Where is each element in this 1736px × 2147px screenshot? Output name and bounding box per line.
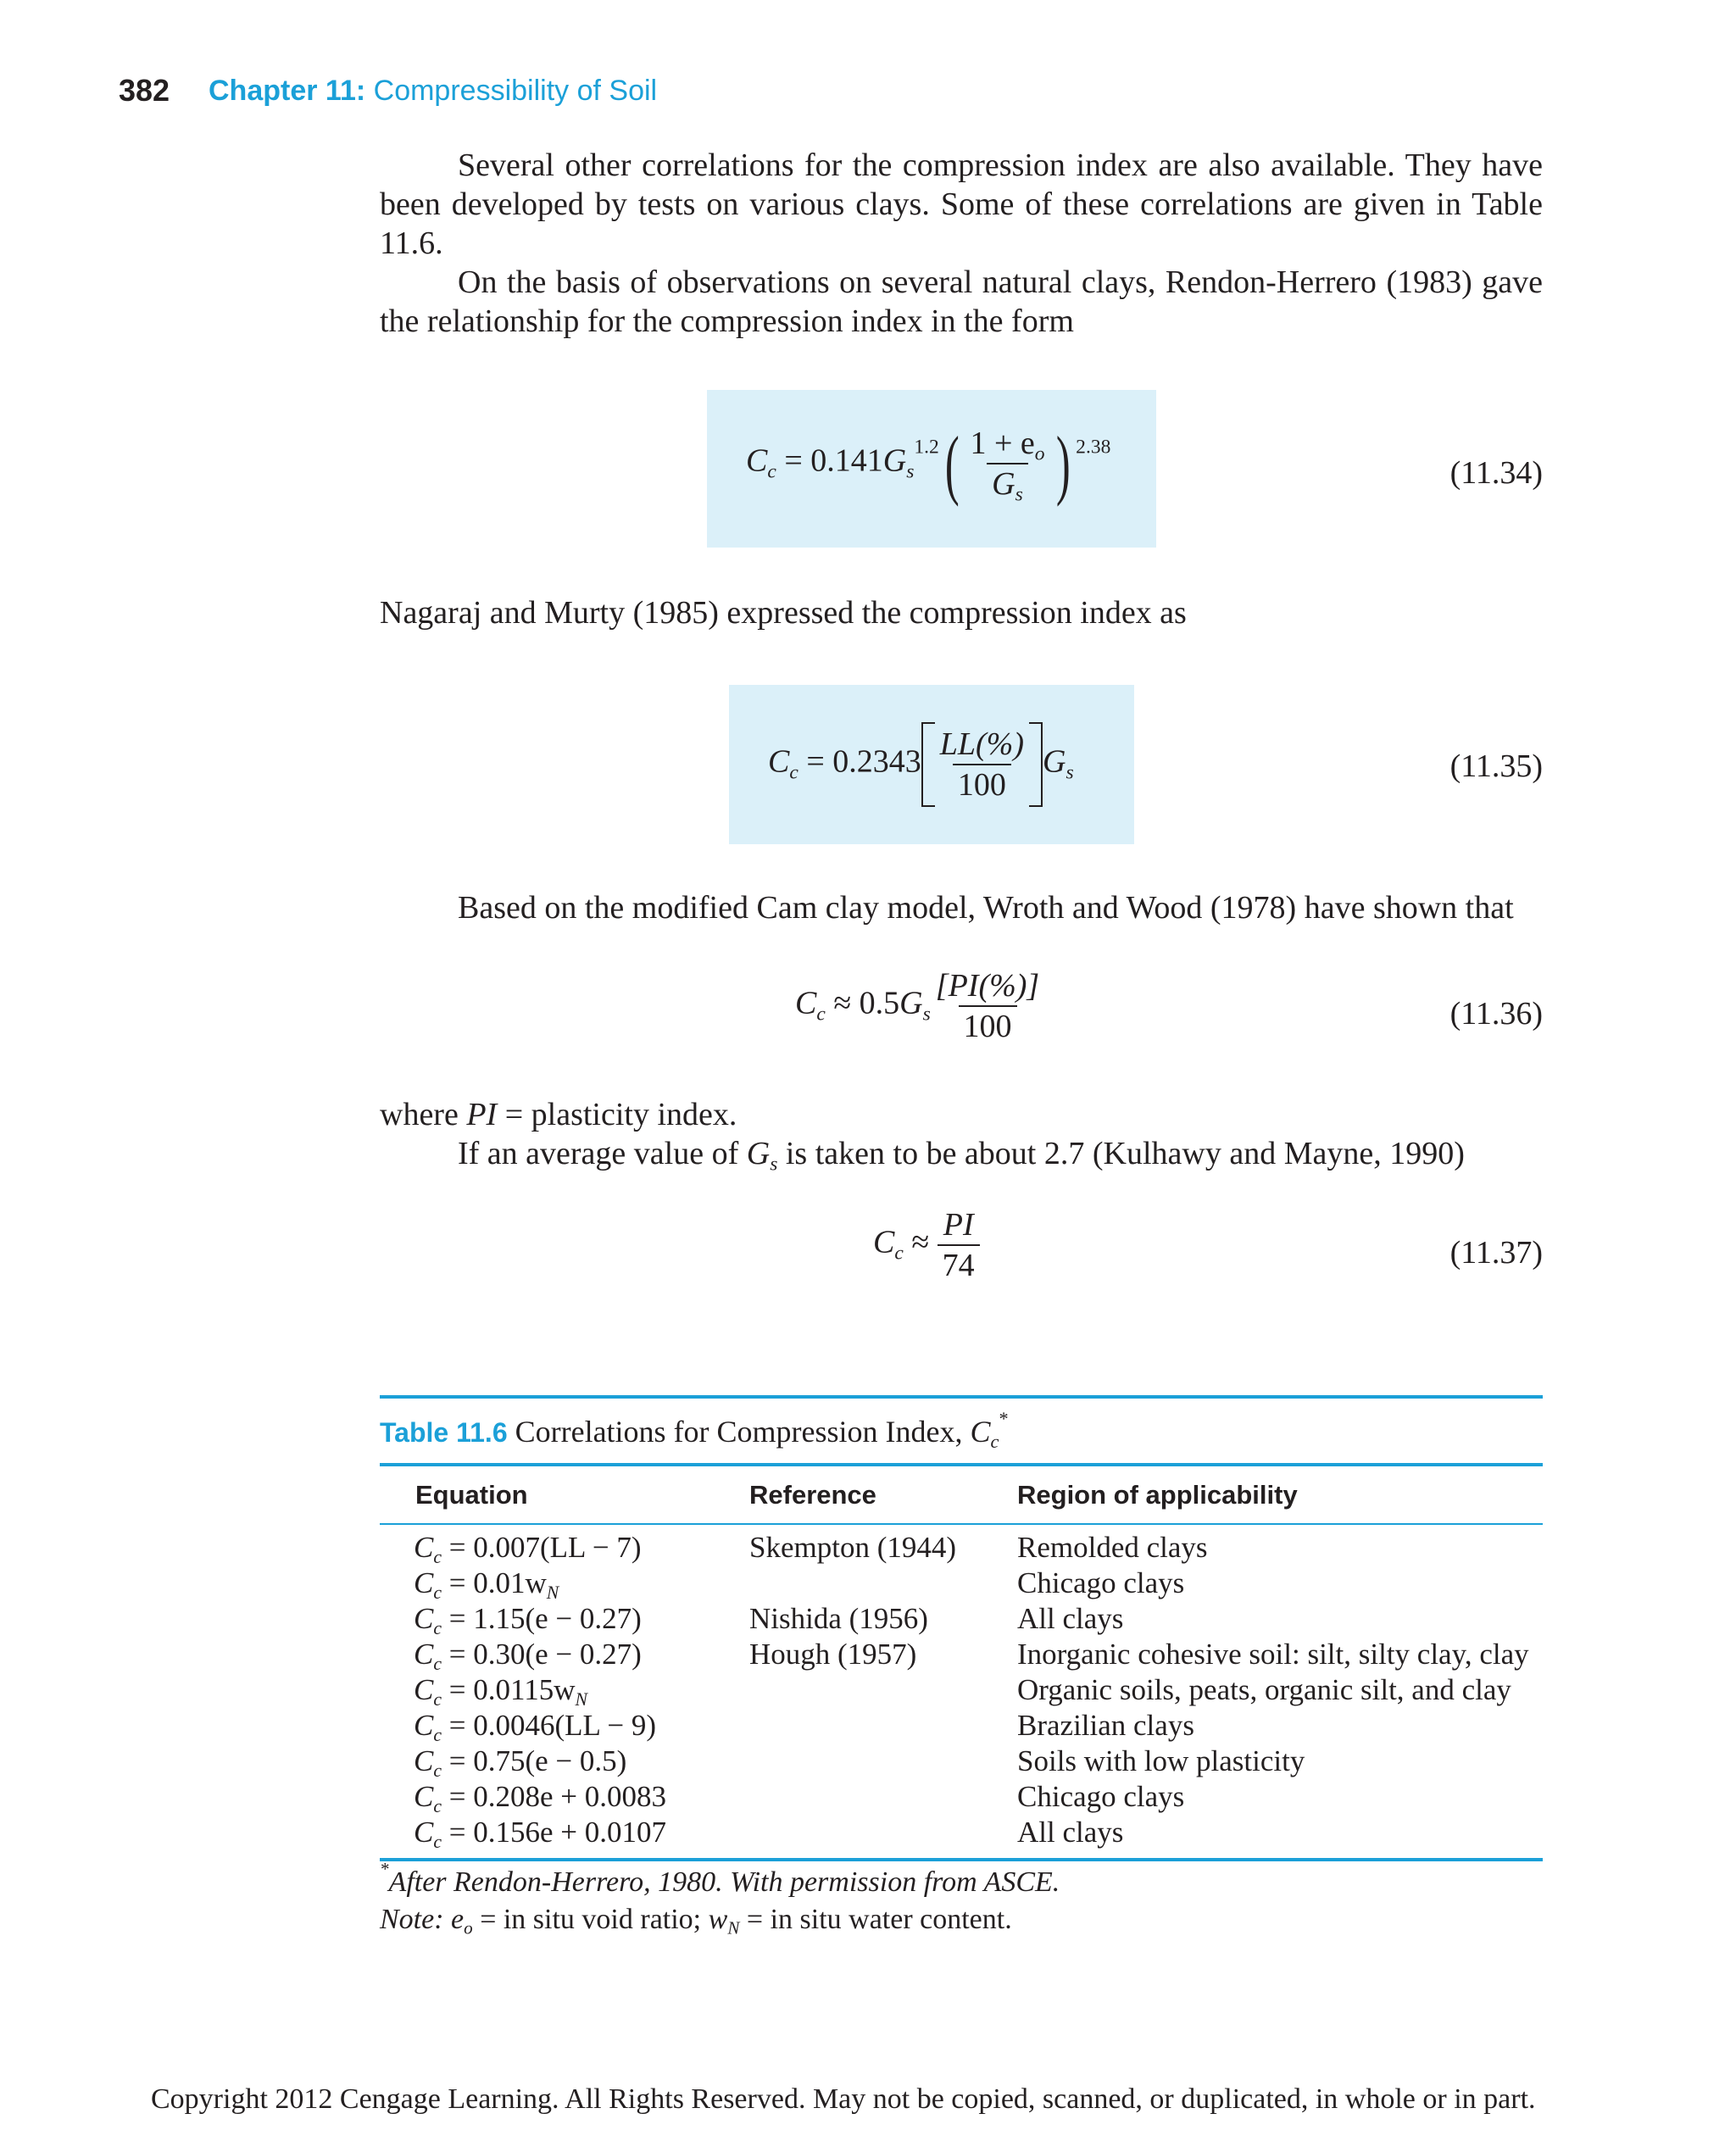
paragraph-5: where PI = plasticity index. — [380, 1097, 737, 1132]
chapter-label: Chapter 11: — [209, 75, 366, 107]
equation-number-11-37: (11.37) — [1449, 1235, 1543, 1271]
running-head — [209, 75, 657, 108]
table-bottom-rule — [380, 1858, 1543, 1861]
table-header-reference: Reference — [749, 1480, 876, 1510]
equation-number-11-34: (11.34) — [1449, 455, 1543, 491]
table-footnote: *After Rendon-Herrero, 1980. With permission from ASCE. — [380, 1859, 1060, 1898]
table-note: Note: $e_o$ = in situ void ratio; $w_N$ = in situ water content. — [380, 1904, 1012, 1938]
equation-11-36: $C_c \approx 0.5G_s$ $\frac{[PI(\%)]}{100}$ — [795, 968, 1040, 1044]
paragraph-4: Based on the modified Cam clay model, Wroth and Wood (1978) have shown that — [458, 890, 1514, 926]
equation-11-34: $C_c = 0.141G_s^{1.2}$( $\frac{1 + e_o}{G_s}$ ) $^{2.38}$ — [746, 420, 1111, 507]
table-header-region: Region of applicability — [1017, 1480, 1298, 1510]
equation-number-11-35: (11.35) — [1449, 748, 1543, 784]
copyright-notice: Copyright 2012 Cengage Learning. All Rights Reserved. May not be copied, scanned, or duplicated, in whole or in part. — [151, 2083, 1536, 2115]
equation-11-37: $C_c$ ≈ $\frac{PI}{74}$ — [873, 1205, 980, 1285]
equation-number-11-36: (11.36) — [1449, 996, 1543, 1032]
paragraph-6: If an average value of $G_s$ is taken to be about 2.7 (Kulhawy and Mayne, 1990) — [458, 1136, 1465, 1176]
paragraph-3: Nagaraj and Murty (1985) expressed the compression index as — [380, 595, 1187, 631]
table-caption: Table 11.6 Correlations for Compression Index, $C_c^*$ — [380, 1407, 1009, 1453]
paragraph-2: On the basis of observations on several natural clays, Rendon-Herrero (1983) gave the relationship for the compression index in the form — [380, 264, 1543, 339]
page-number: 382 — [119, 73, 170, 108]
table-header-equation: Equation — [415, 1480, 528, 1510]
table-top-rule — [380, 1395, 1543, 1399]
table-header-top-rule — [380, 1463, 1543, 1466]
table-header-bottom-rule — [380, 1523, 1543, 1525]
chapter-title: Compressibility of Soil — [373, 75, 658, 107]
paragraph-1: Several other correlations for the compression index are also available. They have been developed by tests on various clays. Some of these correlations are given in Table 11.6. — [380, 147, 1543, 261]
equation-11-35: $C_c = 0.2343$ $\frac{LL(\%)}{100}$ $G_s$ — [768, 722, 1074, 807]
